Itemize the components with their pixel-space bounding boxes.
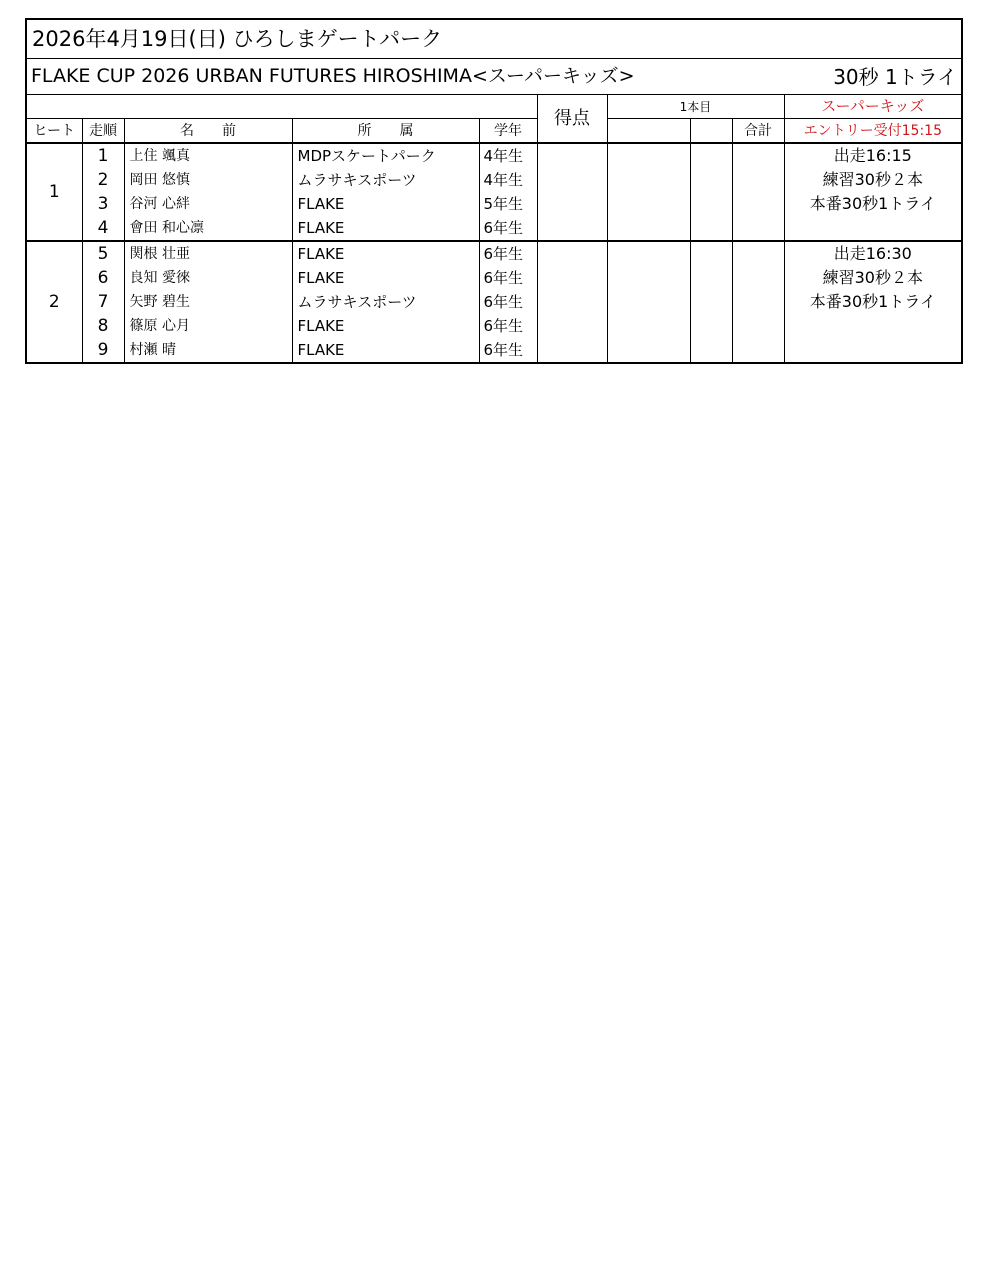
heat-number: 2 [26,241,82,363]
rider-team: FLAKE [292,314,479,338]
rider-name: 良知 愛徠 [124,266,292,290]
rider-order: 3 [82,192,124,216]
run1-header: 1本目 [607,95,784,119]
rider-grade: 4年生 [479,143,537,168]
rider-team: ムラサキスポーツ [292,290,479,314]
name-header: 名 前 [124,119,292,144]
rider-grade: 6年生 [479,241,537,266]
rider-team: ムラサキスポーツ [292,168,479,192]
rider-name: 會田 和心凛 [124,216,292,241]
rider-grade: 6年生 [479,338,537,363]
rider-order: 8 [82,314,124,338]
score-cell [537,143,607,241]
page-title: 2026年4月19日(日) ひろしまゲートパーク [26,19,962,59]
heat-practice-note: 練習30秒２本 [784,168,962,192]
entry-time-label: エントリー受付15:15 [784,119,962,144]
heat-note-blank [784,338,962,363]
rider-order: 7 [82,290,124,314]
rider-grade: 4年生 [479,168,537,192]
heat-number: 1 [26,143,82,241]
rider-name: 関根 壮亜 [124,241,292,266]
team-header: 所 属 [292,119,479,144]
rider-order: 9 [82,338,124,363]
heat-practice-note: 練習30秒２本 [784,266,962,290]
rider-name: 村瀬 晴 [124,338,292,363]
event-name: FLAKE CUP 2026 URBAN FUTURES HIROSHIMA<スーパーキッズ> [26,59,732,95]
rider-team: FLAKE [292,192,479,216]
rider-order: 5 [82,241,124,266]
run1-cell [607,143,690,241]
run1-score-cell [607,119,690,144]
rider-name: 矢野 碧生 [124,290,292,314]
rider-team: MDPスケートパーク [292,143,479,168]
rider-order: 4 [82,216,124,241]
category-label: スーパーキッズ [784,95,962,119]
heat-start-time: 出走16:30 [784,241,962,266]
heat-note-blank [784,314,962,338]
rider-team: FLAKE [292,216,479,241]
rider-name: 篠原 心月 [124,314,292,338]
total-cell [732,143,784,241]
run1-cell-b [690,143,732,241]
rider-grade: 5年生 [479,192,537,216]
rider-grade: 6年生 [479,290,537,314]
score-cell [537,241,607,363]
rider-name: 上住 颯真 [124,143,292,168]
rider-name: 谷河 心絆 [124,192,292,216]
run1-blank-cell [690,119,732,144]
run1-cell-b [690,241,732,363]
rider-order: 1 [82,143,124,168]
rider-order: 6 [82,266,124,290]
rider-order: 2 [82,168,124,192]
heat-header: ヒート [26,119,82,144]
total-header: 合計 [732,119,784,144]
rider-name: 岡田 悠慎 [124,168,292,192]
header-blank [26,95,537,119]
heat-note-blank [784,216,962,241]
event-format: 30秒 1トライ [732,59,962,95]
rider-team: FLAKE [292,338,479,363]
grade-header: 学年 [479,119,537,144]
rider-grade: 6年生 [479,216,537,241]
heat-sheet [25,18,961,364]
run1-cell [607,241,690,363]
heat-run-note: 本番30秒1トライ [784,192,962,216]
heat-table [25,18,963,364]
rider-grade: 6年生 [479,314,537,338]
heat-start-time: 出走16:15 [784,143,962,168]
total-cell [732,241,784,363]
order-header: 走順 [82,119,124,144]
score-header: 得点 [537,95,607,144]
rider-team: FLAKE [292,241,479,266]
heat-run-note: 本番30秒1トライ [784,290,962,314]
rider-grade: 6年生 [479,266,537,290]
rider-team: FLAKE [292,266,479,290]
